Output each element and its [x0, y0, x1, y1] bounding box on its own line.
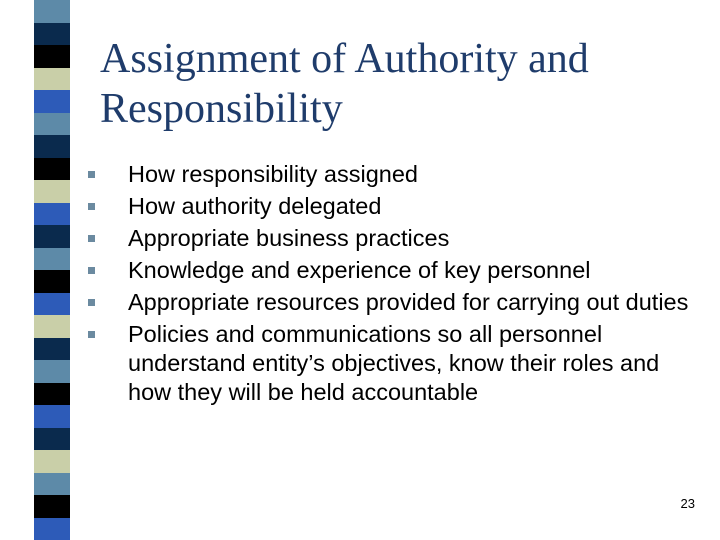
title-line-1: Assignment of Authority and — [100, 36, 589, 82]
stripe-segment — [34, 68, 70, 91]
stripe-segment — [34, 293, 70, 316]
stripe-segment — [34, 518, 70, 540]
bullet-text: Appropriate business practices — [128, 225, 450, 251]
bullet-text: How authority delegated — [128, 193, 382, 219]
stripe-segment — [34, 248, 70, 271]
stripe-segment — [34, 405, 70, 428]
bullet-text: Policies and communications so all personnel understand entity’s objectives, know their roles and how they will be held accountable — [128, 321, 660, 405]
stripe-segment — [34, 315, 70, 338]
stripe-segment — [34, 180, 70, 203]
page-number: 23 — [680, 496, 695, 511]
stripe-segment — [34, 113, 70, 136]
list-item — [88, 224, 708, 253]
list-item — [88, 160, 708, 189]
stripe-segment — [34, 90, 70, 113]
stripe-segment — [34, 135, 70, 158]
stripe-segment — [34, 383, 70, 406]
square-bullet-icon — [88, 331, 95, 338]
stripe-segment — [34, 0, 70, 23]
stripe-segment — [34, 495, 70, 518]
stripe-segment — [34, 360, 70, 383]
list-item — [88, 288, 708, 317]
slide-title — [100, 34, 690, 134]
list-item — [88, 192, 708, 221]
stripe-segment — [34, 158, 70, 181]
stripe-segment — [34, 23, 70, 46]
bullet-text: Knowledge and experience of key personnel — [128, 257, 591, 283]
square-bullet-icon — [88, 267, 95, 274]
square-bullet-icon — [88, 299, 95, 306]
decorative-stripe-bar — [34, 0, 70, 540]
stripe-segment — [34, 338, 70, 361]
stripe-segment — [34, 428, 70, 451]
square-bullet-icon — [88, 203, 95, 210]
square-bullet-icon — [88, 235, 95, 242]
stripe-segment — [34, 203, 70, 226]
bullet-text: How responsibility assigned — [128, 161, 418, 187]
stripe-segment — [34, 225, 70, 248]
square-bullet-icon — [88, 171, 95, 178]
stripe-segment — [34, 270, 70, 293]
title-line-2: Responsibility — [100, 86, 343, 132]
bullet-text: Appropriate resources provided for carrying out duties — [128, 289, 689, 315]
stripe-segment — [34, 45, 70, 68]
list-item — [88, 320, 708, 407]
list-item — [88, 256, 708, 285]
bullet-list — [88, 160, 708, 410]
stripe-segment — [34, 450, 70, 473]
stripe-segment — [34, 473, 70, 496]
